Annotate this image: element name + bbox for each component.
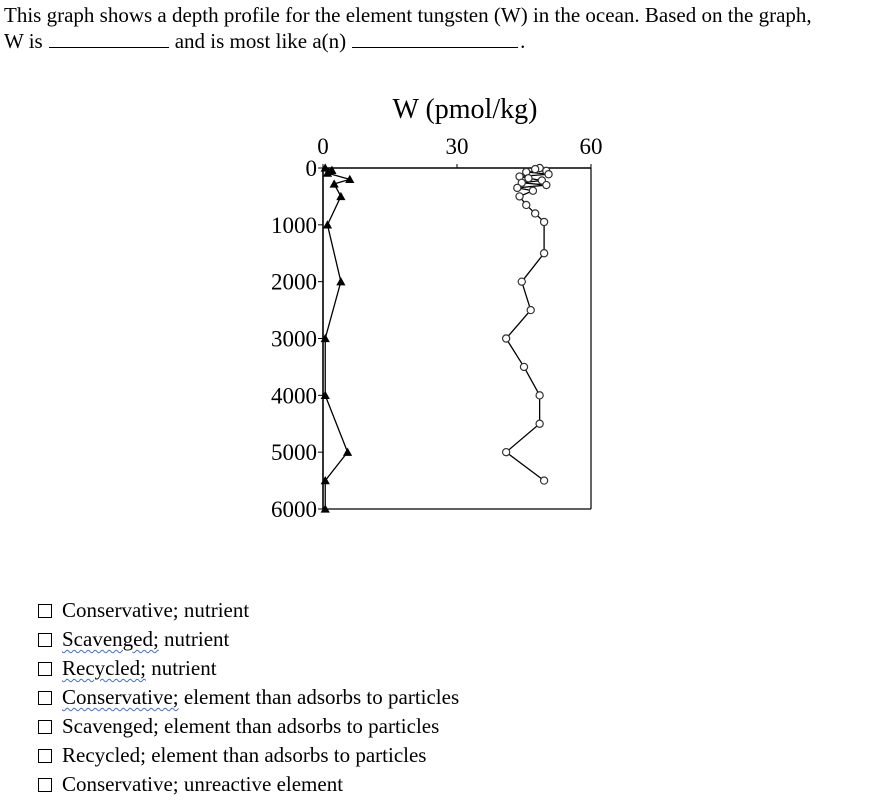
triangle-marker [336,277,345,285]
circle-marker [503,449,510,456]
circle-marker [529,187,536,194]
x-tick-label: 0 [317,134,329,159]
option-item[interactable] [38,741,459,770]
question-part1: This graph shows a depth profile for the element tungsten (W) in the ocean. Based on the graph, [4,3,812,27]
checkbox[interactable] [38,749,52,763]
option-item[interactable] [38,596,459,625]
checkbox[interactable] [38,778,52,792]
circle-marker [536,392,543,399]
option-item[interactable] [38,770,459,799]
circle-marker [543,181,550,188]
option-rest: element than adsorbs to particles [178,685,460,709]
checkbox[interactable] [38,633,52,647]
checkbox[interactable] [38,662,52,676]
y-tick-label: 1000 [271,212,317,238]
option-item[interactable] [38,683,459,712]
circle-marker [516,193,523,200]
option-first-word: Recycled; [62,743,146,767]
option-first-word: Conservative; [62,772,179,796]
series-line [325,168,350,509]
option-rest: unreactive element [178,772,344,796]
circle-marker [514,184,521,191]
circle-marker [518,278,525,285]
triangle-marker [336,192,345,200]
circle-marker [527,306,534,313]
option-rest: nutrient [145,656,217,680]
series-line [506,168,548,481]
question-part3: and is most like a(n) [174,29,347,53]
circle-marker [520,363,527,370]
option-item[interactable] [38,712,459,741]
y-tick-label: 4000 [271,383,317,409]
chart-title: W (pmol/kg) [392,94,538,125]
circle-marker [525,175,532,182]
checkbox[interactable] [38,720,52,734]
option-first-word: Recycled; [62,656,146,680]
circle-marker [523,201,530,208]
circle-marker [541,477,548,484]
answer-options [38,596,459,799]
option-first-word: Conservative; [62,685,179,709]
question-part4: . [520,29,526,53]
option-first-word: Scavenged; [62,714,159,738]
option-item[interactable] [38,625,459,654]
question-part2: W is [4,29,43,53]
triangle-marker [323,220,332,228]
option-item[interactable] [38,654,459,683]
circle-marker [503,335,510,342]
chart-series [321,163,553,512]
option-first-word: Scavenged; [62,627,159,651]
y-tick-label: 0 [305,156,317,181]
option-rest: element than adsorbs to particles [145,743,427,767]
x-tick-label: 30 [445,134,469,159]
y-tick-label: 5000 [271,440,317,466]
circle-marker [545,171,552,178]
x-tick-label: 60 [579,134,603,159]
chart-axes [323,168,591,509]
option-first-word: Conservative; [62,598,179,622]
y-tick-label: 3000 [271,326,317,352]
circle-marker [536,420,543,427]
checkbox[interactable] [38,691,52,705]
chart-ticks [271,134,603,522]
circle-marker [541,250,548,257]
circle-marker [532,210,539,217]
circle-marker [541,218,548,225]
option-rest: nutrient [178,598,250,622]
checkbox[interactable] [38,604,52,618]
option-rest: element than adsorbs to particles [158,714,440,738]
triangle-marker [343,448,352,456]
y-tick-label: 2000 [271,269,317,295]
option-rest: nutrient [158,627,230,651]
circle-marker [532,166,539,173]
y-tick-label: 6000 [271,497,317,522]
